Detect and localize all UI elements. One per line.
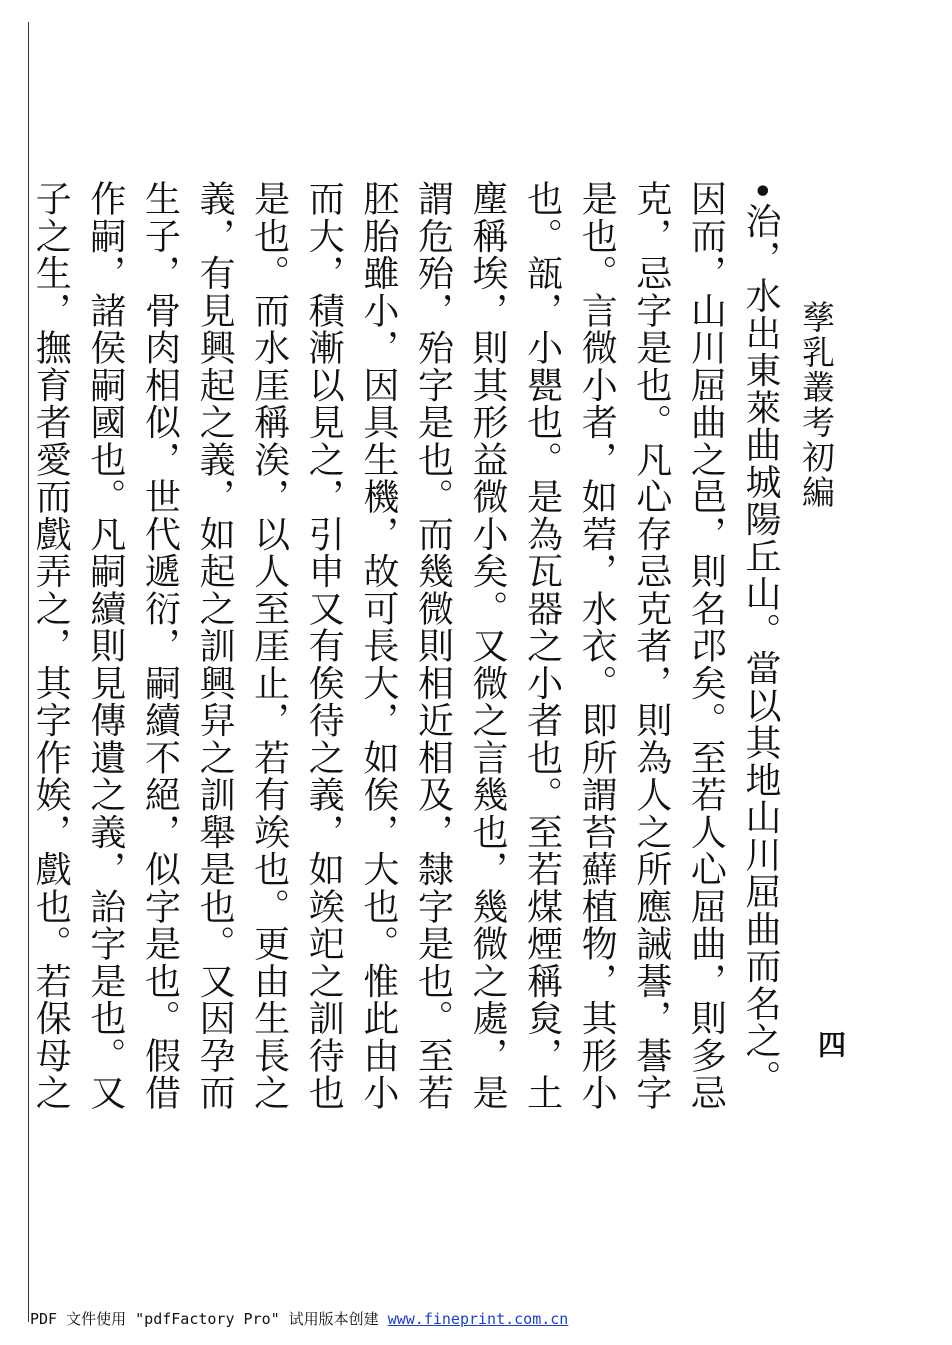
fineprint-link[interactable]: www.fineprint.com.cn <box>387 1310 569 1328</box>
text-column: 作嗣，諸侯嗣國也。凡嗣續則見傳遺之義，詒字是也。又 <box>84 180 126 1112</box>
text-column: 塵稱埃，則其形益微小矣。又微之言幾也，幾微之處，是 <box>467 180 509 1112</box>
text-column: 義，有見興起之義，如起之訓興舁之訓舉是也。又因孕而 <box>194 180 236 1112</box>
text-column: 胚胎雖小，因具生機，故可長大，如俟，大也。惟此由小 <box>357 180 399 1112</box>
text-column: 而大，積漸以見之，引申又有俟待之義，如竢䇃之訓待也 <box>303 180 345 1112</box>
text-column: 謂危殆，殆字是也。而幾微則相近相及，隸字是也。至若 <box>412 180 454 1112</box>
text-column: 子之生，撫育者愛而戲弄之，其字作娭，戲也。若保母之 <box>30 180 72 1112</box>
pdf-footer <box>30 1308 568 1329</box>
text-column: •治，水出東萊曲城陽丘山。當以其地山川屈曲而名之。 <box>740 180 781 1097</box>
footer-notice: PDF 文件使用 "pdfFactory Pro" 试用版本创建 <box>30 1310 388 1328</box>
text-column: 克，忌字是也。凡心存忌克者，則為人之所應誡諅，諅字 <box>630 180 672 1112</box>
text-column: 因而，山川屈曲之邑，則名邔矣。至若人心屈曲，則多忌 <box>685 180 727 1112</box>
body-text <box>30 180 787 1210</box>
book-title: 孳乳叢考初編 <box>797 300 836 510</box>
text-column: 生子，骨肉相似，世代遞衍，嗣續不絕，似字是也。假借 <box>139 180 181 1112</box>
page-number: 四 <box>814 1030 847 1058</box>
text-column: 是也。而水厓稱涘，以人至厓止，若有竢也。更由生長之 <box>248 180 290 1112</box>
text-column: 是也。言微小者，如菪，水衣。即所謂苔蘚植物，其形小 <box>576 180 618 1112</box>
text-column: 也。瓿，小甖也。是為瓦器之小者也。至若煤煙稱炱，土 <box>521 180 563 1112</box>
